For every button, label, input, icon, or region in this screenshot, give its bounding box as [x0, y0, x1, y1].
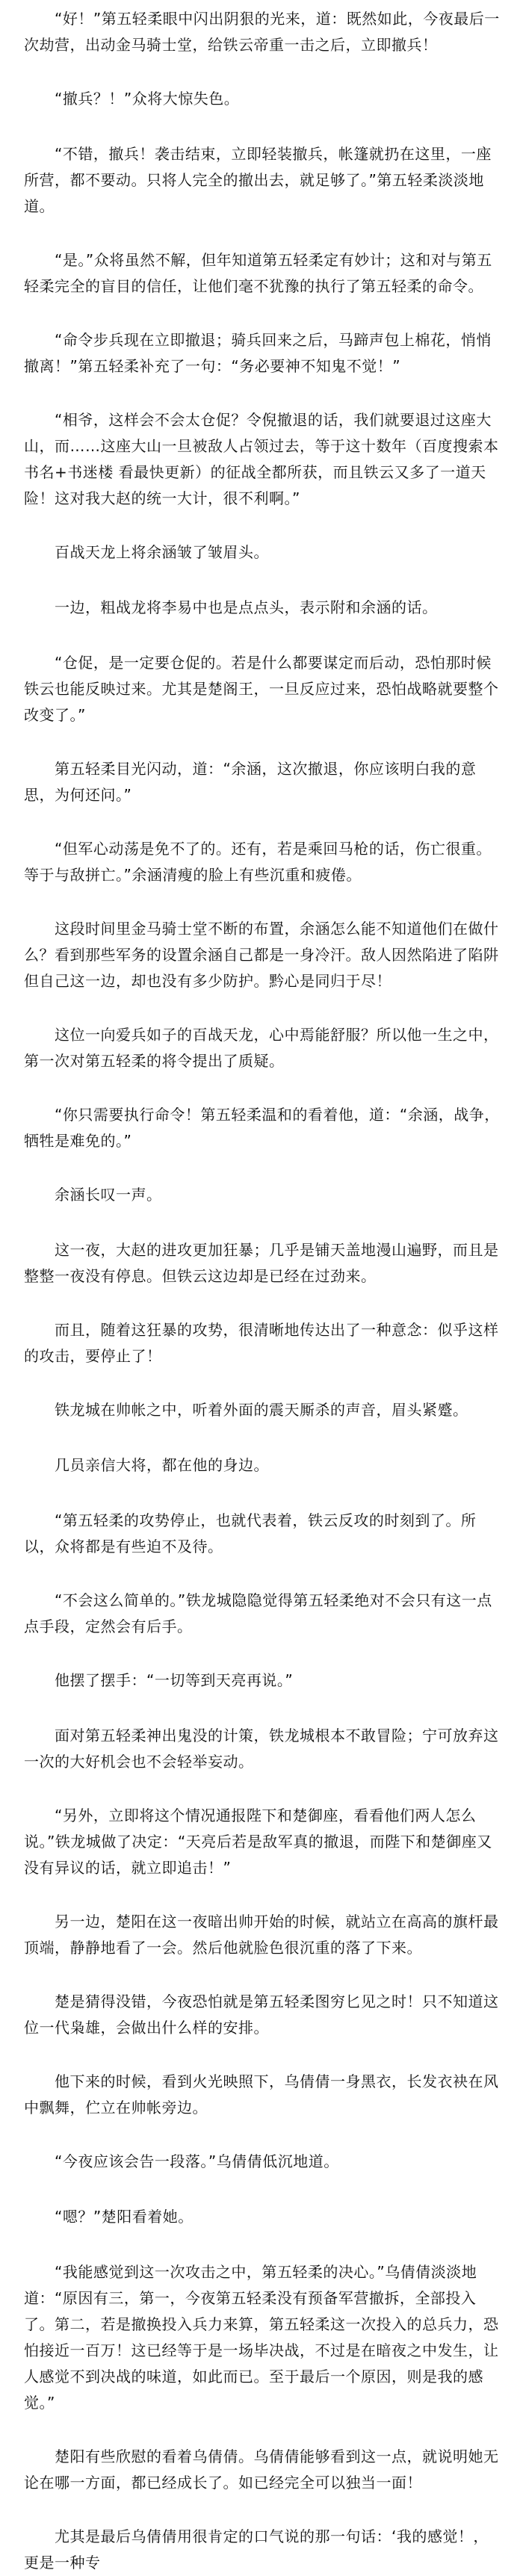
paragraph-32: 尤其是最后乌倩倩用很肯定的口气说的那一句话：‘我的感觉！，更是一种专	[24, 2527, 489, 2572]
paragraph-28: “今夜应该会告一段落。”乌倩倩低沉地道。	[55, 2152, 339, 2170]
paragraph-9: “仓促，是一定要仓促的。若是什么都要谋定而后动，恐怕那时候铁云也能反映过来。尤其是楚阁王，一旦反应过来，恐怕战略就要整个改变了。”	[24, 654, 499, 724]
paragraph-4: “是。”众将虽然不解，但年知道第五轻柔定有妙计；这和对与第五轻柔完全的盲目的信任，让他们毫不犹豫的执行了第五轻柔的命令。	[24, 251, 492, 295]
paragraph-26: 楚是猜得没错，今夜恐怕就是第五轻柔图穷匕见之时！只不知道这位一代枭雄，会做出什么样的安排。	[24, 1993, 499, 2037]
paragraph-18: 铁龙城在帅帐之中，听着外面的震天厮杀的声音，眉头紧蹙。	[55, 1401, 468, 1419]
paragraph-24: “另外，立即将这个情况通报陛下和楚御座，看看他们两人怎么说。”铁龙城做了决定：“天亮后若是敌军真的撤退，而陛下和楚御座又没有异议的话，就立即追击！”	[24, 1806, 492, 1877]
paragraph-6: “相爷，这样会不会太仓促？令倪撤退的话，我们就要退过这座大山，而……这座大山一旦被敌人占领过去，等于这十数年（百度搜索本书名+书迷楼 看最快更新）的征战全都所获，而且铁云又多了一道天险！这对我大赵的统一大计，很不利啊。”	[24, 411, 499, 507]
paragraph-11: “但军心动荡是免不了的。还有，若是乘回马枪的话，伤亡很重。等于与敌拼亡。”余涵清瘦的脸上有些沉重和疲倦。	[24, 840, 492, 884]
paragraph-7: 百战天龙上将余涵皱了皱眉头。	[55, 543, 269, 561]
paragraph-1: “好！”第五轻柔眼中闪出阴狠的光来，道：既然如此，今夜最后一次劫营，出动金马骑士堂，给铁云帝重一击之后，立即撤兵！	[24, 10, 500, 54]
paragraph-10: 第五轻柔目光闪动，道：“余涵，这次撤退，你应该明白我的意思，为何还问。”	[24, 760, 477, 804]
paragraph-12: 这段时间里金马骑士堂不断的布置，余涵怎么能不知道他们在做什么？看到那些军务的设置余涵自己都是一身冷汗。敌人因然陷进了陷阱但自己这一边，却也没有多少防护。黔心是同归于尽！	[24, 920, 499, 990]
paragraph-16: 这一夜，大赵的进攻更加狂暴；几乎是铺天盖地漫山遍野，而且是整整一夜没有停息。但铁云这边却是已经在过劲来。	[24, 1241, 499, 1285]
paragraph-22: 他摆了摆手：“一切等到天亮再说。”	[55, 1671, 294, 1689]
paragraph-3: “不错，撤兵！袭击结束，立即轻装撤兵，帐篷就扔在这里，一座所营，都不要动。只将人完全的撤出去，就足够了。”第五轻柔淡淡地道。	[24, 145, 492, 215]
paragraph-21: “不会这么简单的。”铁龙城隐隐觉得第五轻柔绝对不会只有这一点点手段，定然会有后手。	[24, 1591, 492, 1635]
paragraph-20: “第五轻柔的攻势停止，也就代表着，铁云反攻的时刻到了。所以，众将都是有些迫不及待。	[24, 1511, 477, 1555]
paragraph-13: 这位一向爱兵如子的百战天龙，心中焉能舒服？所以他一生之中，第一次对第五轻柔的将令提出了质疑。	[24, 1026, 499, 1070]
paragraph-27: 他下来的时候，看到火光映照下，乌倩倩一身黑衣，长发衣袂在风中飘舞，伫立在帅帐旁边。	[24, 2072, 499, 2117]
paragraph-15: 余涵长叹一声。	[55, 1186, 162, 1204]
paragraph-31: 楚阳有些欣慰的看着乌倩倩。乌倩倩能够看到这一点，就说明她无论在哪一方面，都已经成长了。如已经完全可以独当一面！	[24, 2447, 499, 2492]
paragraph-29: “嗯？”楚阳看着她。	[55, 2208, 194, 2226]
paragraph-5: “命令步兵现在立即撤退；骑兵回来之后，马蹄声包上棉花，悄悄撤离！”第五轻柔补充了一句：“务必要神不知鬼不觉！”	[24, 331, 492, 375]
paragraph-19: 几员亲信大将，都在他的身边。	[55, 1456, 269, 1474]
paragraph-14: “你只需要执行命令！第五轻柔温和的看着他，道：“余涵，战争，牺牲是难免的。”	[24, 1106, 500, 1150]
paragraph-2: “撤兵？！”众将大惊失色。	[55, 90, 240, 108]
paragraph-8: 一边，粗战龙将李易中也是点点头，表示附和余涵的话。	[55, 598, 438, 616]
paragraph-30: “我能感觉到这一次攻击之中，第五轻柔的决心。”乌倩倩淡淡地道：“原因有三，第一，今夜第五轻柔没有预备军营撤拆，全部投入了。第二，若是撤换投入兵力来算，第五轻柔这一次投入的总兵力，恐怕接近一百万！这已经等于是一场毕决战，不过是在暗夜之中发生，让人感觉不到决战的味道，如此而已。至于最后一个原因，则是我的感觉。”	[24, 2263, 499, 2412]
paragraph-23: 面对第五轻柔神出鬼没的计策，铁龙城根本不敢冒险；宁可放弃这一次的大好机会也不会轻举妄动。	[24, 1727, 499, 1771]
paragraph-17: 而且，随着这狂暴的攻势，很清晰地传达出了一种意念：似乎这样的攻击，要停止了！	[24, 1321, 499, 1365]
paragraph-25: 另一边，楚阳在这一夜暗出帅开始的时候，就站立在高高的旗杆最顶端，静静地看了一会。然后他就脸色很沉重的落了下来。	[24, 1913, 499, 1957]
